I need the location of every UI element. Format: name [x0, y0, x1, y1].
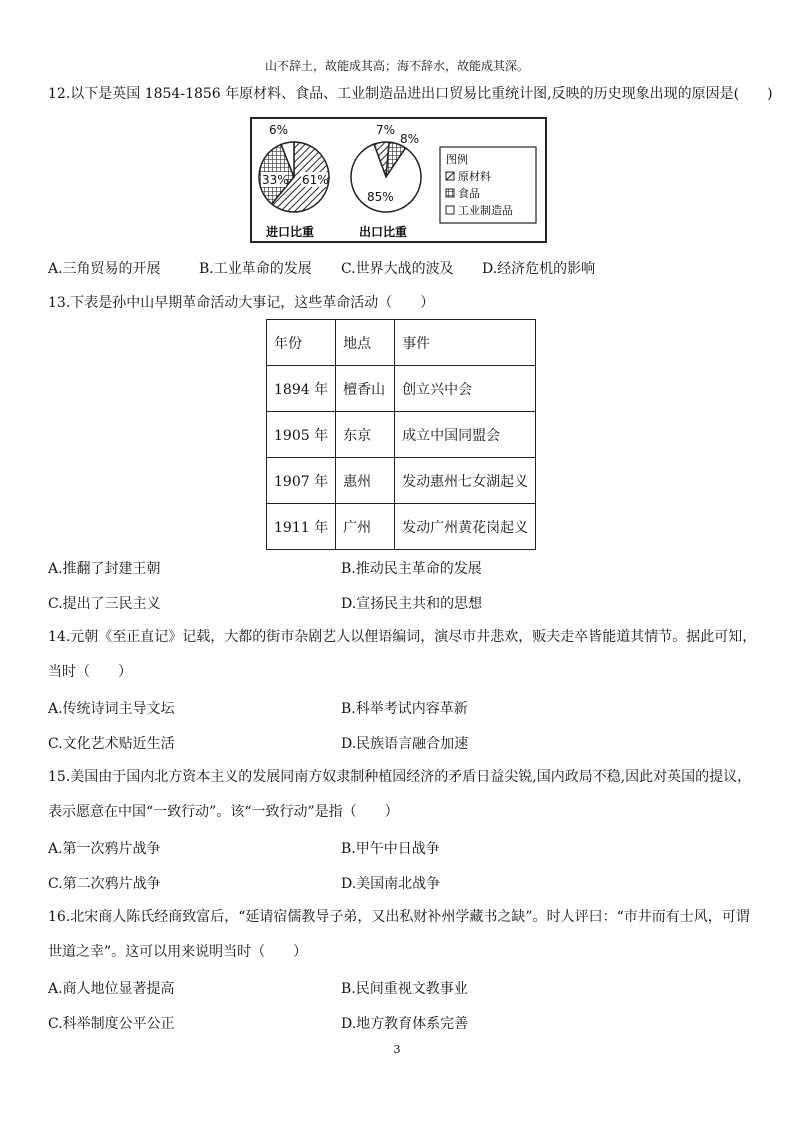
table-cell-event: 成立中国同盟会	[395, 412, 536, 458]
export-label-manufactured: 85%	[367, 190, 394, 204]
q14-option-c[interactable]: C.文化艺术贴近生活	[48, 736, 175, 752]
export-label-raw: 7%	[376, 123, 396, 137]
import-pie-caption: 进口比重	[266, 225, 315, 239]
q12-option-c[interactable]: C.世界大战的波及	[341, 261, 454, 277]
q13-stem: 13.下表是孙中山早期革命活动大事记，这些革命活动（ ）	[48, 295, 435, 311]
q13-events-table	[266, 319, 536, 550]
table-cell-year: 1911 年	[267, 504, 336, 550]
q14-option-b[interactable]: B.科举考试内容革新	[341, 701, 468, 717]
table-row	[267, 412, 536, 458]
q12-trade-figure	[250, 117, 547, 243]
q12-option-a[interactable]: A.三角贸易的开展	[48, 261, 161, 277]
table-header-event: 事件	[395, 320, 536, 366]
page-number: 3	[393, 1043, 401, 1056]
import-label-manufactured: 33%	[262, 173, 289, 187]
q13-option-c[interactable]: C.提出了三民主义	[48, 596, 161, 612]
table-row	[267, 458, 536, 504]
q16-option-d[interactable]: D.地方教育体系完善	[341, 1016, 469, 1032]
export-pie-caption: 出口比重	[359, 225, 408, 239]
import-label-raw: 61%	[302, 173, 329, 187]
export-label-food: 8%	[400, 132, 420, 146]
legend-manufactured: 工业制造品	[458, 204, 513, 217]
q15-option-b[interactable]: B.甲午中日战争	[341, 841, 440, 857]
q12-pie-charts-svg	[252, 119, 545, 241]
q12-option-b[interactable]: B.工业革命的发展	[199, 261, 312, 277]
q16-stem-line2: 世道之幸”。这可以用来说明当时（ ）	[48, 944, 308, 960]
table-cell-place: 东京	[336, 412, 395, 458]
table-cell-place: 广州	[336, 504, 395, 550]
q15-option-d[interactable]: D.美国南北战争	[341, 876, 441, 892]
table-cell-event: 发动惠州七女湖起义	[395, 458, 536, 504]
table-header-row	[267, 320, 536, 366]
table-cell-year: 1907 年	[267, 458, 336, 504]
table-cell-place: 惠州	[336, 458, 395, 504]
q16-option-a[interactable]: A.商人地位显著提高	[48, 981, 175, 997]
table-row	[267, 504, 536, 550]
legend-food: 食品	[458, 187, 480, 200]
page-header-motto: 山不辞土，故能成其高；海不辞水，故能成其深。	[264, 59, 529, 73]
q13-option-d[interactable]: D.宣扬民主共和的思想	[341, 596, 483, 612]
figure-legend	[440, 147, 536, 223]
legend-swatch-raw	[446, 172, 454, 180]
legend-swatch-food	[446, 189, 454, 197]
q16-option-c[interactable]: C.科举制度公平公正	[48, 1016, 175, 1032]
q14-stem-line2: 当时（ ）	[48, 664, 132, 680]
q13-option-a[interactable]: A.推翻了封建王朝	[48, 561, 161, 577]
q15-option-a[interactable]: A.第一次鸦片战争	[48, 841, 161, 857]
legend-title: 图例	[446, 153, 468, 166]
table-cell-year: 1905 年	[267, 412, 336, 458]
q16-option-b[interactable]: B.民间重视文教事业	[341, 981, 468, 997]
legend-raw: 原材料	[458, 170, 491, 183]
table-header-place: 地点	[336, 320, 395, 366]
table-row	[267, 366, 536, 412]
q12-stem: 12.以下是英国 1854-1856 年原材料、食品、工业制造品进出口贸易比重统计图,反映的历史现象出现的原因是( )	[48, 86, 773, 102]
table-cell-year: 1894 年	[267, 366, 336, 412]
q16-stem-line1: 16.北宋商人陈氏经商致富后，“延请宿儒教导子弟，又出私财补州学藏书之缺”。时人评曰：“市井而有士风，可谓	[48, 909, 750, 925]
q13-option-b[interactable]: B.推动民主革命的发展	[341, 561, 482, 577]
legend-swatch-manufactured	[446, 206, 454, 214]
table-cell-event: 发动广州黄花岗起义	[395, 504, 536, 550]
import-label-food: 6%	[269, 123, 289, 137]
q15-stem-line1: 15.美国由于国内北方资本主义的发展同南方奴隶制种植园经济的矛盾日益尖锐,国内政局不稳,因此对英国的提议，	[48, 769, 752, 785]
table-cell-place: 檀香山	[336, 366, 395, 412]
q14-option-d[interactable]: D.民族语言融合加速	[341, 736, 469, 752]
q15-stem-line2: 表示愿意在中国“一致行动”。该“一致行动”是指（ ）	[48, 804, 399, 820]
q14-stem-line1: 14.元朝《至正直记》记载，大都的街市杂剧艺人以俚语编词，演尽市井悲欢，贩夫走卒皆能道其情节。据此可知，	[48, 629, 757, 645]
table-cell-event: 创立兴中会	[395, 366, 536, 412]
q15-option-c[interactable]: C.第二次鸦片战争	[48, 876, 161, 892]
q14-option-a[interactable]: A.传统诗词主导文坛	[48, 701, 175, 717]
q12-option-d[interactable]: D.经济危机的影响	[482, 261, 596, 277]
table-header-year: 年份	[267, 320, 336, 366]
